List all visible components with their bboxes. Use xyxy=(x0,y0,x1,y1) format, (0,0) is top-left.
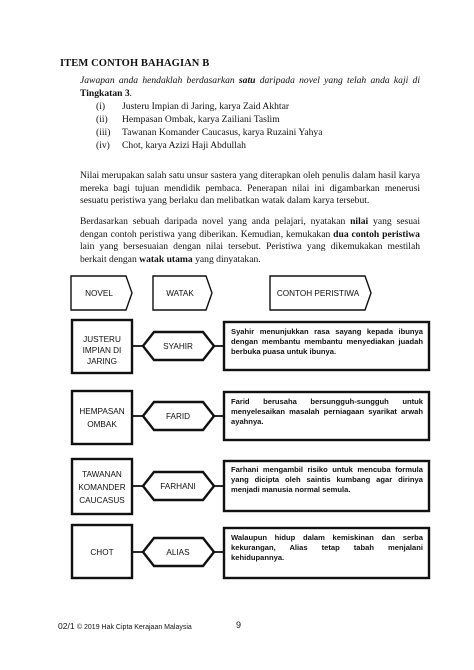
instruction-emphasis: satu xyxy=(238,75,256,86)
novel-name: CAUCASUS xyxy=(79,496,125,505)
list-item-number: (ii) xyxy=(96,114,108,125)
instruction-part: Jawapan anda hendaklah berdasarkan xyxy=(80,75,239,86)
footer-code: 02/1 xyxy=(58,621,75,631)
novel-name: HEMPASAN xyxy=(79,407,125,416)
novel-name: CHOT xyxy=(90,548,114,557)
header-watak-label: WATAK xyxy=(166,289,194,298)
list-item-number: (iv) xyxy=(96,140,110,151)
novel-name: JUSTERU xyxy=(83,335,121,344)
question-text: yang dinyatakan. xyxy=(192,253,261,265)
header-novel-label: NOVEL xyxy=(85,289,113,298)
list-item-number: (i) xyxy=(96,101,106,112)
question-text: yang sesuai dengan contoh peristiwa yang diberikan. Kemudian, kemukakan xyxy=(80,216,420,240)
peristiwa-text: Farhani mengambil risiko untuk mencuba formula yang dicipta oleh saintis kumbang agar dirinya menjadi manusia normal semula. xyxy=(231,465,423,495)
novel-name: TAWANAN xyxy=(82,470,122,479)
footer xyxy=(58,621,192,631)
peristiwa-text: Walaupun hidup dalam kemiskinan dan serba kekurangan, Alias tetap tabah menjalani kehidupannya. xyxy=(231,533,423,563)
page-number: 9 xyxy=(236,620,242,630)
question-emphasis: dua contoh peristiwa xyxy=(333,228,420,240)
novel-name: JARING xyxy=(86,357,118,366)
instruction-part: . xyxy=(129,87,133,99)
list-item-text: Chot, karya Azizi Haji Abdullah xyxy=(122,140,246,151)
question-emphasis: watak utama xyxy=(139,253,193,265)
list-item-text: Hempasan Ombak, karya Zailiani Taslim xyxy=(122,114,280,125)
novel-name: IMPIAN DI xyxy=(82,346,122,355)
peristiwa-text: Farid berusaha bersungguh-sungguh untuk menyelesaikan masalah perniagaan syarikat arwah ayahnya. xyxy=(231,397,423,427)
list-item-number: (iii) xyxy=(96,127,111,138)
section-heading: ITEM CONTOH BAHAGIAN B xyxy=(60,58,210,69)
question-text: lain yang bersesuaian dengan nilai tersebut. Peristiwa yang dikemukakan mestilah berkait dengan xyxy=(80,241,420,265)
instruction-tingkatan: Tingkatan 3 xyxy=(80,87,130,99)
list-item-text: Justeru Impian di Jaring, karya Zaid Akhtar xyxy=(122,101,290,112)
list-item-text: Tawanan Komander Caucasus, karya Ruzaini Yahya xyxy=(122,127,323,138)
watak-name: FARHANI xyxy=(160,482,196,491)
watak-name: SYAHIR xyxy=(163,342,193,351)
instruction-part: daripada novel yang telah anda kaji di xyxy=(255,75,420,86)
paragraph-nilai: Nilai merupakan salah satu unsur sastera yang diterapkan oleh penulis dalam hasil karya mereka bagi tujuan mendidik pembaca. Penerapan nilai ini digambarkan menerusi sesuatu peristiwa yang berlaku dan melibatkan watak dalam karya tersebut. xyxy=(80,170,420,207)
novel-name: OMBAK xyxy=(87,420,117,429)
watak-name: FARID xyxy=(165,412,191,421)
peristiwa-text: Syahir menunjukkan rasa sayang kepada ibunya dengan membantu membantu menyediakan juadah berbuka puasa untuk ibunya. xyxy=(231,327,423,357)
novel-name: KOMANDER xyxy=(78,483,126,492)
question-emphasis: nilai xyxy=(350,216,369,227)
question-text: Berdasarkan sebuah daripada novel yang anda pelajari, nyatakan xyxy=(80,216,351,227)
novel-box xyxy=(72,391,132,444)
footer-copyright: © 2019 Hak Cipta Kerajaan Malaysia xyxy=(76,624,192,631)
header-contoh-label: CONTOH PERISTIWA xyxy=(276,289,360,298)
watak-name: ALIAS xyxy=(166,548,190,557)
